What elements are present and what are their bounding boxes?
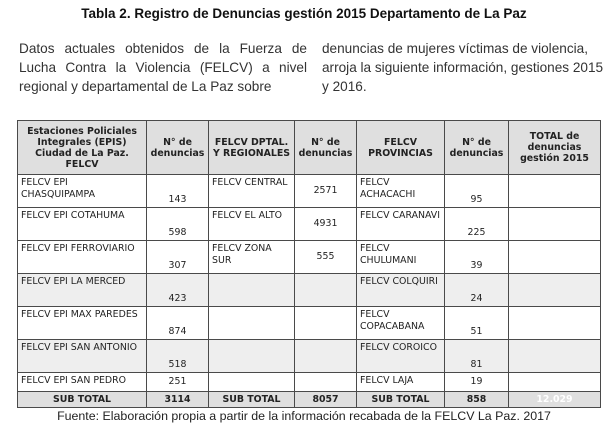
provincia-count-cell: 225 [445, 208, 509, 241]
total-cell [509, 373, 601, 392]
dptal-count-cell: 2571 [295, 175, 357, 208]
provincia-count-cell: 24 [445, 274, 509, 307]
header-epis: Estaciones Policiales Integrales (EPIS) Ciudad de La Paz. FELCV [18, 121, 147, 175]
epi-count-cell: 874 [147, 307, 209, 340]
epi-name-cell: FELCV EPI SAN ANTONIO [18, 340, 147, 373]
source-note: Fuente: Elaboración propia a partir de la información recabada de la FELCV La Paz. 2017 [57, 409, 551, 423]
epi-name-cell: FELCV EPI FERROVIARIO [18, 241, 147, 274]
subtotal-value-provincias: 858 [445, 392, 509, 408]
dptal-count-cell: 555 [295, 241, 357, 274]
provincia-count-cell: 39 [445, 241, 509, 274]
epi-count-cell: 598 [147, 208, 209, 241]
total-cell [509, 274, 601, 307]
table-row [18, 208, 601, 241]
dptal-count-cell [295, 274, 357, 307]
epi-count-cell: 423 [147, 274, 209, 307]
epi-name-cell: FELCV EPI MAX PAREDES [18, 307, 147, 340]
provincia-count-cell: 51 [445, 307, 509, 340]
provincia-name-cell: FELCV COPACABANA [357, 307, 445, 340]
header-total-2015: TOTAL de denuncias gestión 2015 [509, 121, 601, 175]
provincia-count-cell: 19 [445, 373, 509, 392]
total-cell [509, 175, 601, 208]
provincia-name-cell: FELCV COLQUIRI [357, 274, 445, 307]
provincia-count-cell: 81 [445, 340, 509, 373]
dptal-name-cell: FELCV CENTRAL [209, 175, 295, 208]
table-row [18, 241, 601, 274]
table-row [18, 175, 601, 208]
dptal-count-cell [295, 307, 357, 340]
subtotal-value-epis: 3114 [147, 392, 209, 408]
provincia-name-cell: FELCV LAJA [357, 373, 445, 392]
table-row [18, 307, 601, 340]
epi-count-cell: 518 [147, 340, 209, 373]
provincia-name-cell: FELCV CARANAVI [357, 208, 445, 241]
header-denuncias-epis: N° de denuncias [147, 121, 209, 175]
intro-text-left: Datos actuales obtenidos de la Fuerza de Lucha Contra la Violencia (FELCV) a nivel regional y departamental de La Paz sobre [19, 41, 307, 94]
epi-name-cell: FELCV EPI SAN PEDRO [18, 373, 147, 392]
total-cell [509, 340, 601, 373]
subtotal-label-epis: SUB TOTAL [18, 392, 147, 408]
header-dptal-regionales: FELCV DPTAL. Y REGIONALES [209, 121, 295, 175]
provincia-name-cell: FELCV COROICO [357, 340, 445, 373]
intro-text-right: denuncias de mujeres víctimas de violencia, arroja la siguiente información, gestiones 2015 y 2016. [322, 41, 604, 94]
table-row [18, 340, 601, 373]
dptal-name-cell [209, 373, 295, 392]
epi-count-cell: 307 [147, 241, 209, 274]
dptal-name-cell [209, 340, 295, 373]
epi-count-cell: 143 [147, 175, 209, 208]
table-title: Tabla 2. Registro de Denuncias gestión 2015 Departamento de La Paz [81, 6, 527, 21]
table-row [18, 373, 601, 392]
header-denuncias-provincias: N° de denuncias [445, 121, 509, 175]
epi-name-cell: FELCV EPI CHASQUIPAMPA [18, 175, 147, 208]
dptal-name-cell: FELCV EL ALTO [209, 208, 295, 241]
table-row [18, 274, 601, 307]
grand-total-value: 12.029 [509, 392, 601, 408]
table-header-row [18, 121, 601, 175]
denuncias-table [17, 120, 601, 408]
provincia-name-cell: FELCV ACHACACHI [357, 175, 445, 208]
header-provincias: FELCV PROVINCIAS [357, 121, 445, 175]
subtotal-row [18, 392, 601, 408]
subtotal-label-provincias: SUB TOTAL [357, 392, 445, 408]
subtotal-label-dptal: SUB TOTAL [209, 392, 295, 408]
dptal-name-cell [209, 307, 295, 340]
header-denuncias-dptal: N° de denuncias [295, 121, 357, 175]
total-cell [509, 307, 601, 340]
total-cell [509, 208, 601, 241]
dptal-count-cell [295, 340, 357, 373]
total-cell [509, 241, 601, 274]
dptal-count-cell [295, 373, 357, 392]
subtotal-value-dptal: 8057 [295, 392, 357, 408]
provincia-name-cell: FELCV CHULUMANI [357, 241, 445, 274]
epi-count-cell: 251 [147, 373, 209, 392]
epi-name-cell: FELCV EPI LA MERCED [18, 274, 147, 307]
dptal-name-cell: FELCV ZONA SUR [209, 241, 295, 274]
dptal-count-cell: 4931 [295, 208, 357, 241]
provincia-count-cell: 95 [445, 175, 509, 208]
epi-name-cell: FELCV EPI COTAHUMA [18, 208, 147, 241]
dptal-name-cell [209, 274, 295, 307]
